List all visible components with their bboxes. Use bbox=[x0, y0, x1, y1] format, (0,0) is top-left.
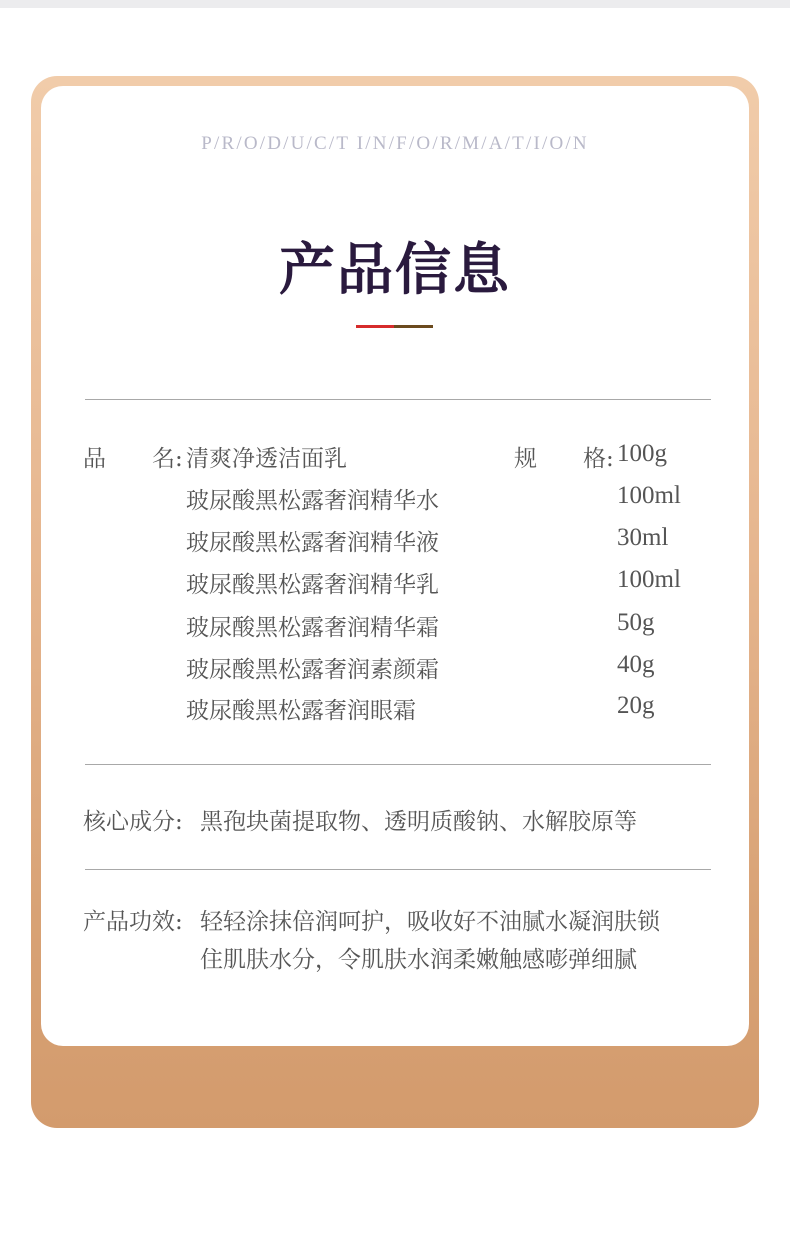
title-accent-red bbox=[356, 325, 394, 328]
product-size: 20g bbox=[617, 692, 655, 719]
product-name: 玻尿酸黑松露奢润精华霜 bbox=[186, 615, 439, 641]
product-size: 40g bbox=[617, 651, 655, 678]
title-accent-brown bbox=[394, 325, 433, 328]
product-size: 30ml bbox=[617, 524, 669, 551]
ingredients-value: 黑孢块菌提取物、透明质酸钠、水解胶原等 bbox=[200, 809, 637, 835]
efficacy-line-2: 住肌肤水分，令肌肤水润柔嫩触感嘭弹细腻 bbox=[200, 947, 637, 973]
efficacy-label: 产品功效: bbox=[83, 909, 183, 935]
efficacy-line-1: 轻轻涂抹倍润呵护，吸收好不油腻水凝润肤锁 bbox=[200, 909, 660, 935]
divider-middle bbox=[85, 764, 711, 765]
product-name: 玻尿酸黑松露奢润精华水 bbox=[186, 488, 439, 514]
name-label: 品 名: bbox=[83, 446, 183, 472]
product-size: 100ml bbox=[617, 482, 681, 509]
divider-bottom bbox=[85, 869, 711, 870]
product-name: 玻尿酸黑松露奢润精华乳 bbox=[186, 572, 439, 598]
divider-top bbox=[85, 399, 711, 400]
page-title: 产品信息 bbox=[279, 237, 511, 303]
product-name: 玻尿酸黑松露奢润素颜霜 bbox=[186, 657, 439, 683]
product-name: 玻尿酸黑松露奢润精华液 bbox=[186, 530, 439, 556]
product-name: 玻尿酸黑松露奢润眼霜 bbox=[186, 698, 416, 724]
product-size: 100ml bbox=[617, 566, 681, 593]
spec-label: 规 格: bbox=[514, 446, 614, 472]
ingredients-label: 核心成分: bbox=[83, 809, 183, 835]
product-size: 100g bbox=[617, 440, 667, 467]
top-bar bbox=[0, 0, 790, 8]
product-name: 清爽净透洁面乳 bbox=[186, 446, 347, 472]
product-size: 50g bbox=[617, 609, 655, 636]
section-subtitle: P/R/O/D/U/C/T I/N/F/O/R/M/A/T/I/O/N bbox=[201, 133, 589, 154]
